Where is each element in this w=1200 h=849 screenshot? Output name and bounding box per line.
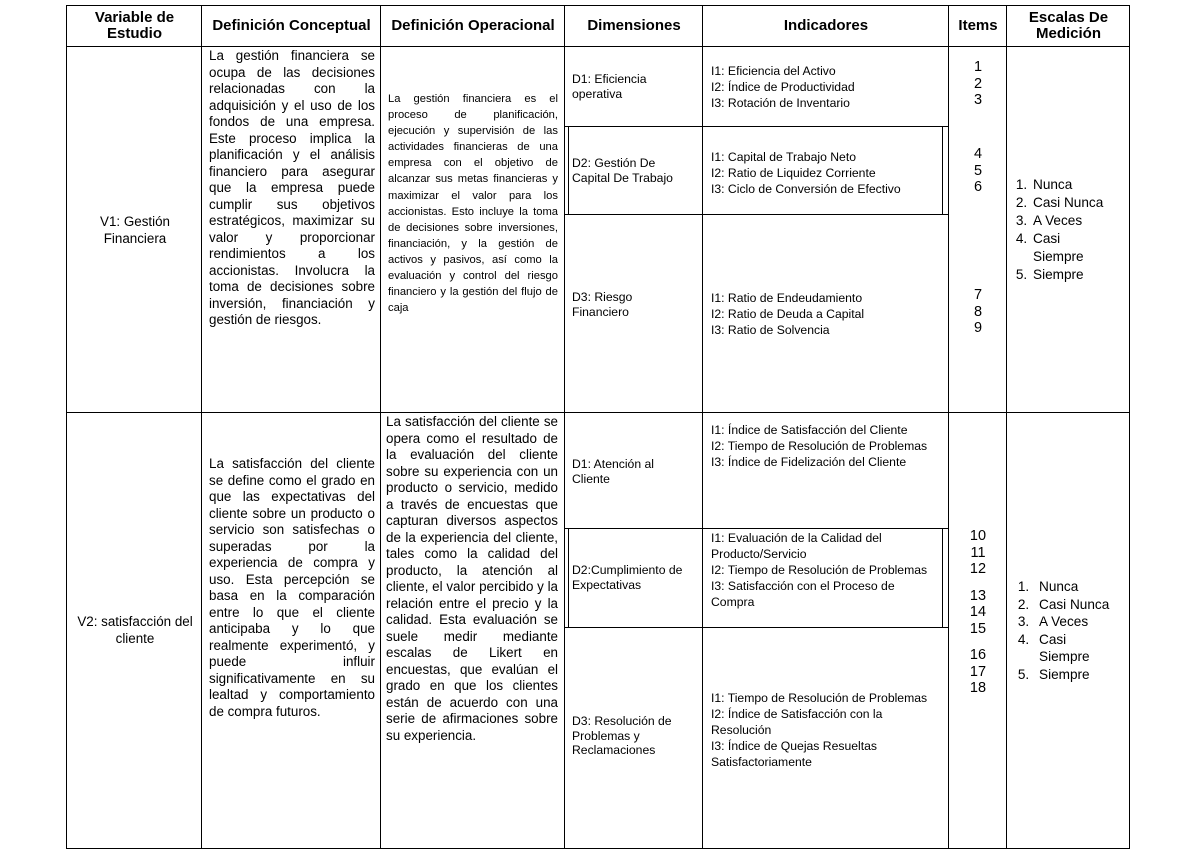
- indicator: I1: Evaluación de la Calidad del Producto/Servicio: [711, 531, 882, 561]
- header-conceptual: Definición Conceptual: [212, 17, 371, 34]
- v1-d1-indicators: [711, 63, 943, 111]
- item-number: 13: [969, 587, 987, 604]
- scale-option: 2. Casi Nunca: [1033, 596, 1127, 614]
- v1-d1-dimension: D1: Eficiencia operativa: [572, 72, 647, 101]
- indicator: I1: Capital de Trabajo Neto: [711, 150, 856, 164]
- v2-d3-indicators: [711, 690, 937, 770]
- item-number: 12: [969, 561, 987, 577]
- column-divider: [1006, 5, 1007, 849]
- v1-d2-dimension: D2: Gestión De Capital De Trabajo: [572, 156, 673, 185]
- column-divider: [380, 5, 381, 849]
- column-divider: [564, 5, 565, 849]
- item-number: 7: [973, 287, 983, 303]
- scale-option: 3. A Veces: [1033, 613, 1127, 631]
- v1-variable: V1: Gestión Financiera: [100, 214, 170, 246]
- item-number: 9: [973, 320, 983, 336]
- indicator: I3: Índice de Fidelización del Cliente: [711, 455, 907, 469]
- v1-conceptual-definition: La gestión financiera se ocupa de las decisiones relacionadas con la adquisición y el uso de los fondos de una empresa. Este proceso implica la planificación y el análisis financiero para asegurar que la empresa puede cumplir sus objetivos estratégicos, maximizar su valor y proporcionar rendimientos a los accionistas. Involucra la toma de decisiones sobre inversión, financiación y gestión de riesgos.: [209, 48, 375, 327]
- indicator: I2: Índice de Satisfacción con la Resolución: [711, 707, 883, 737]
- subrow-divider: [564, 126, 948, 127]
- item-number: 4: [973, 146, 983, 162]
- item-number: 3: [973, 92, 983, 108]
- v2-d3-dimension: D3: Resolución de Problemas y Reclamaciones: [572, 714, 672, 758]
- item-number: 17: [969, 663, 987, 680]
- v2-operational-definition: La satisfacción del cliente se opera como el resultado de la evaluación del cliente sobre su experiencia con un producto o servicio, medido a través de encuestas que capturan diversos aspectos de la experiencia del cliente, tales como la calidad del producto, la atención al cliente, el valor percibido y la relación entre el precio y la calidad. Esta evaluación se suele medir mediante escalas de Likert en encuestas, que evalúan el grado en que los clientes están de acuerdo con una serie de afirmaciones sobre su experiencia.: [386, 414, 558, 743]
- column-divider: [201, 5, 202, 849]
- header-escalas: Escalas De Medición: [1028, 9, 1109, 42]
- header-divider: [66, 46, 1130, 47]
- v1-d2-indicators: [711, 149, 943, 197]
- indicator: I2: Tiempo de Resolución de Problemas: [711, 563, 928, 577]
- indicator: I2: Ratio de Liquidez Corriente: [711, 166, 876, 180]
- header-indicadores: Indicadores: [783, 17, 869, 34]
- subrow-divider: [564, 528, 948, 529]
- item-number: 8: [973, 303, 983, 320]
- scale-option: 4. Casi Siempre: [1031, 230, 1093, 266]
- v2-items: [950, 528, 1006, 697]
- cell-frame: [942, 528, 943, 627]
- header-operacional: Definición Operacional: [391, 17, 555, 34]
- row-divider: [66, 412, 1130, 413]
- cell-frame: [568, 528, 569, 627]
- v2-d1-dimension: D1: Atención al Cliente: [572, 457, 654, 486]
- v2-d1-indicators: [711, 422, 937, 470]
- column-divider: [948, 5, 949, 849]
- v1-d2-items: [950, 146, 1006, 196]
- v2-conceptual-definition: La satisfacción del cliente se define como el grado en que las expectativas del cliente sobre un producto o servicio son satisfechas o superadas por la experiencia de compra y uso. Esta percepción se basa en la comparación entre lo que el cliente anticipaba y lo que realmente experimentó, y puede influir significativamente en su lealtad y comportamiento de compra futuros.: [209, 456, 375, 719]
- v1-d3-dimension: D3: Riesgo Financiero: [572, 290, 633, 319]
- item-number: 18: [969, 680, 987, 696]
- cell-frame: [568, 126, 569, 214]
- item-number: 15: [969, 620, 987, 637]
- table-border-left: [66, 5, 67, 849]
- v1-d3-items: [950, 287, 1006, 337]
- v2-variable: V2: satisfacción del cliente: [77, 614, 193, 646]
- item-number: 10: [969, 528, 987, 544]
- scale-option: 5. Siempre: [1033, 666, 1127, 684]
- item-number: 14: [969, 604, 987, 620]
- column-divider: [702, 5, 703, 849]
- scale-option: 2. Casi Nunca: [1031, 194, 1125, 212]
- item-number: 16: [969, 647, 987, 663]
- indicator: I3: Índice de Quejas Resueltas Satisfactoriamente: [711, 739, 877, 769]
- item-number: 6: [973, 179, 983, 195]
- item-number: 11: [970, 544, 986, 561]
- subrow-divider: [564, 214, 948, 215]
- indicator: I3: Ratio de Solvencia: [711, 323, 830, 337]
- indicator: I3: Ciclo de Conversión de Efectivo: [711, 182, 901, 196]
- scale-list: [1013, 176, 1125, 284]
- indicator: I2: Índice de Productividad: [711, 80, 855, 94]
- subrow-divider: [564, 627, 948, 628]
- v2-scale: [1011, 578, 1127, 683]
- indicator: I3: Satisfacción con el Proceso de Compra: [711, 579, 895, 609]
- scale-option: 1. Nunca: [1031, 176, 1125, 194]
- item-number: 2: [973, 75, 983, 92]
- item-number: 5: [973, 162, 983, 179]
- indicator: I1: Eficiencia del Activo: [711, 64, 836, 78]
- indicator: I1: Índice de Satisfacción del Cliente: [711, 423, 908, 437]
- header-dimensiones: Dimensiones: [587, 17, 681, 34]
- table-border-right: [1129, 5, 1130, 849]
- scale-option: 3. A Veces: [1031, 212, 1125, 230]
- header-items: Items: [958, 17, 998, 34]
- scale-option: 4. Casi Siempre: [1033, 631, 1095, 666]
- indicator: I1: Tiempo de Resolución de Problemas: [711, 691, 928, 705]
- indicator: I2: Tiempo de Resolución de Problemas: [711, 439, 928, 453]
- indicator: I2: Ratio de Deuda a Capital: [711, 307, 865, 321]
- scale-option: 1. Nunca: [1033, 578, 1127, 596]
- scale-list: [1011, 578, 1127, 683]
- v1-scale: [1013, 176, 1125, 284]
- v2-d2-dimension: D2:Cumplimiento de Expectativas: [572, 563, 683, 592]
- v1-d3-indicators: [711, 290, 943, 338]
- header-variable: Variable de Estudio: [94, 9, 175, 42]
- indicator: I1: Ratio de Endeudamiento: [711, 291, 863, 305]
- scale-option: 5. Siempre: [1031, 266, 1125, 284]
- item-number: 1: [973, 59, 983, 75]
- v1-operational-definition: La gestión financiera es el proceso de planificación, ejecución y supervisión de las actividades financieras de una empresa con el objetivo de alcanzar sus metas financieras y maximizar el valor para los accionistas. Esto incluye la toma de decisiones sobre inversiones, financiación, y la gestión de activos y pasivos, así como la evaluación y control del riesgo financiero y la gestión del flujo de caja: [388, 93, 558, 315]
- indicator: I3: Rotación de Inventario: [711, 96, 850, 110]
- v1-d1-items: [950, 59, 1006, 109]
- v2-d2-indicators: [711, 530, 939, 610]
